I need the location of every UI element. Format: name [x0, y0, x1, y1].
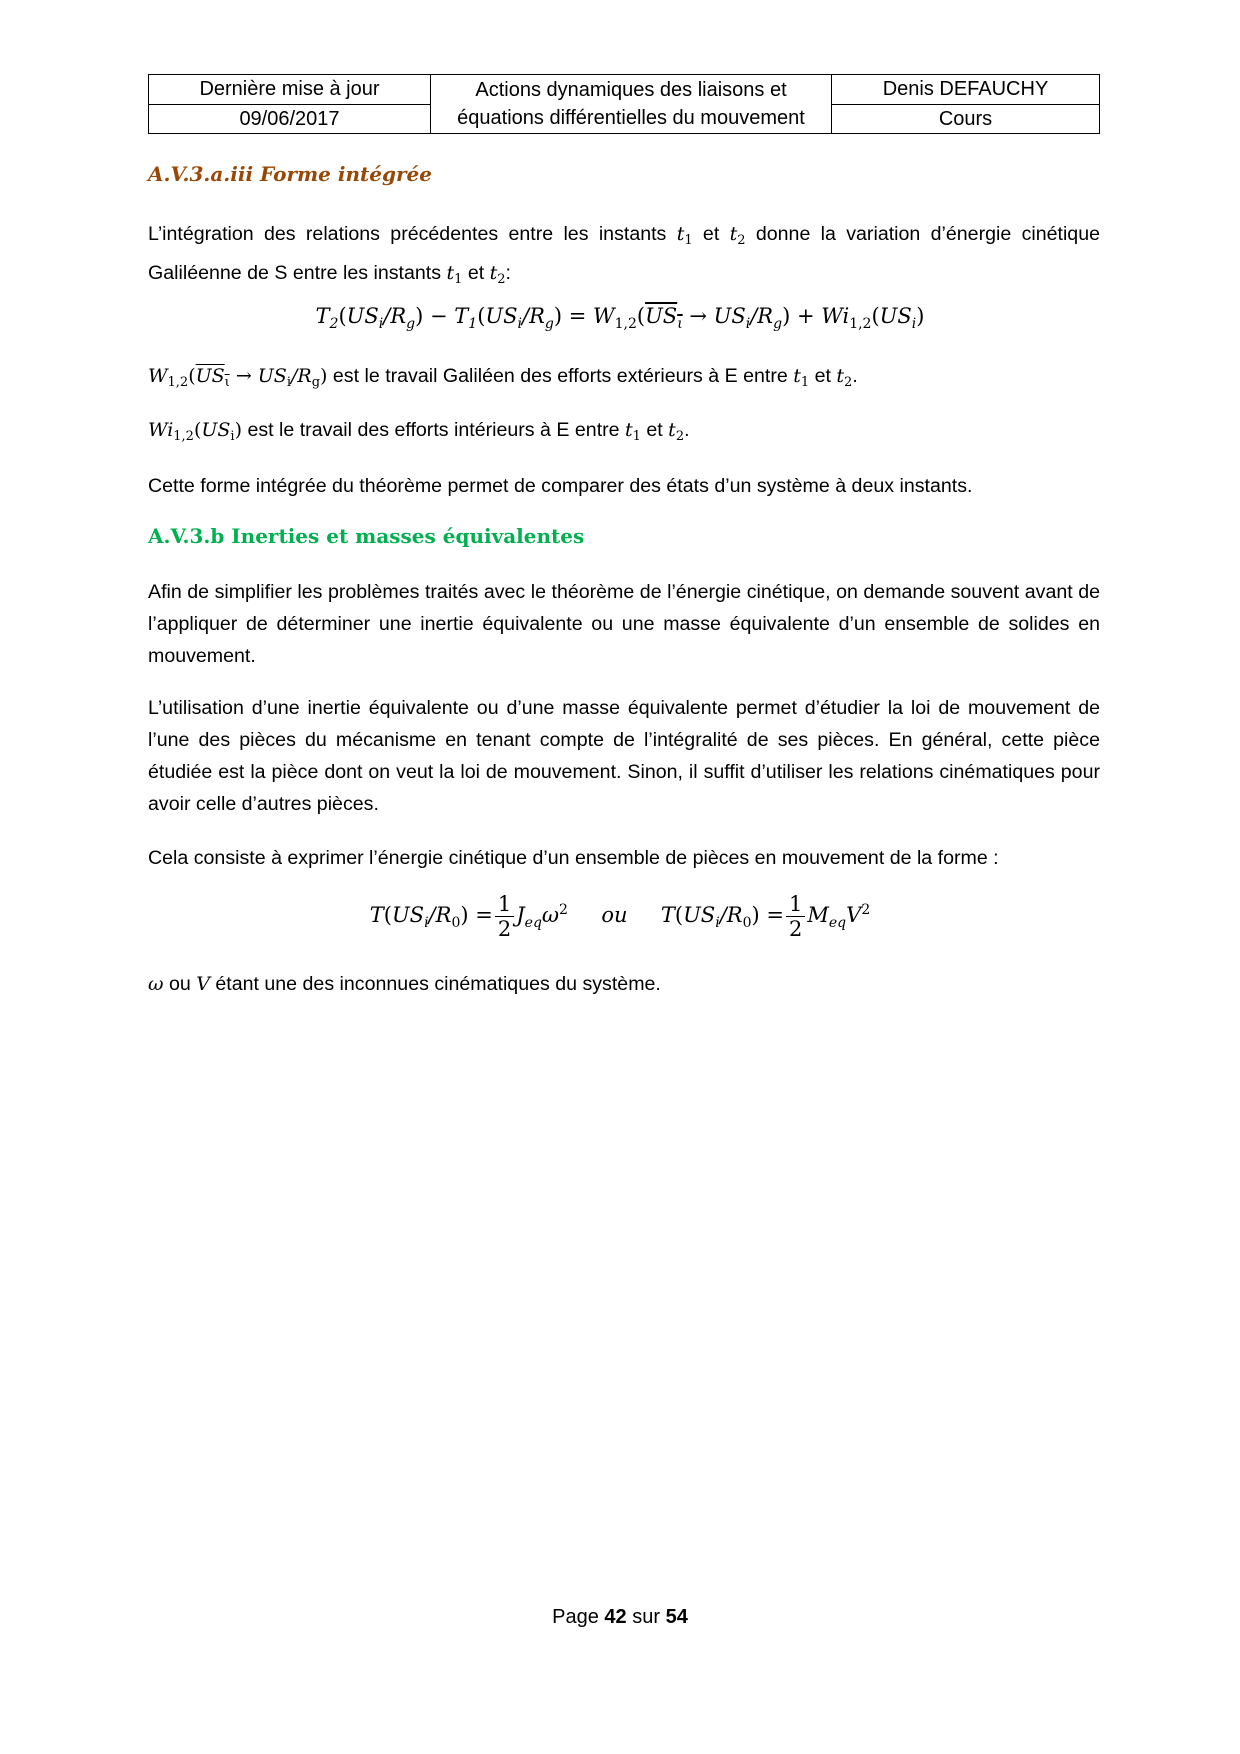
equivalent-energy-equation: $T(US_i/R_0)$ = $\frac{1}{2}$ $J_{eq}\omega^2$ ou $T(US_i/R_0)$ = $\frac{1}{2}$ $M_{eq}V^2$ — [369, 892, 871, 941]
unknowns-text: étant une des inconnues cinématiques du système. — [209, 973, 661, 995]
math-wi12: $Wi_{1,2}(US_i)$ — [148, 419, 243, 444]
math-t1: $t_1$ — [625, 419, 641, 444]
math-t1: $t_1$ — [676, 223, 693, 248]
and-word: et — [640, 419, 669, 441]
title-line-2: équations différentielles du mouvement — [457, 107, 805, 129]
conclusion-paragraph: Cette forme intégrée du théorème permet de comparer des états d’un système à deux instants. — [148, 475, 973, 497]
w12-text: est le travail Galiléen des efforts extérieurs à E entre — [327, 365, 794, 387]
wi12-definition — [148, 414, 1100, 453]
paragraph-simplify: Afin de simplifier les problèmes traités avec le théorème de l’énergie cinétique, on demande souvent avant de l’appliquer de déterminer une inertie équivalente ou une masse équivalente d’un ensemble de solides en mouvement. — [148, 581, 1100, 667]
intro-text-1: L’intégration des relations précédentes entre les instants — [148, 223, 677, 245]
intro-and: et — [462, 262, 490, 284]
math-t2: $t_2$ — [668, 419, 685, 444]
page-number: 42 — [604, 1606, 627, 1628]
title-line-1: Actions dynamiques des liaisons et — [475, 79, 787, 101]
math-t1: $t_1$ — [793, 365, 810, 390]
page-total: 54 — [665, 1606, 688, 1628]
unknowns-sentence — [148, 968, 1100, 1000]
eq-or-word: ou — [601, 903, 628, 927]
or-word: ou — [163, 973, 197, 995]
header-table — [148, 74, 1100, 134]
wi12-text: est le travail des efforts intérieurs à E entre — [242, 419, 626, 441]
author: Denis DEFAUCHY — [832, 75, 1100, 105]
period: . — [684, 419, 690, 441]
of-label: sur — [626, 1606, 666, 1628]
section-heading-equivalent-inertias: A.V.3.b Inerties et masses équivalentes — [148, 524, 585, 548]
and-word: et — [809, 365, 837, 387]
page-footer — [0, 1606, 1240, 1629]
w12-definition — [148, 360, 1100, 399]
intro-paragraph — [148, 218, 1100, 296]
intro-and: et — [692, 223, 730, 245]
math-omega: ω — [148, 973, 164, 995]
math-t2: $t_2$ — [836, 365, 853, 390]
last-update-label: Dernière mise à jour — [149, 75, 431, 105]
intro-colon: : — [505, 262, 511, 284]
paragraph-expression: Cela consiste à exprimer l’énergie cinétique d’un ensemble de pièces en mouvement de la forme : — [148, 847, 999, 869]
intro-text-2: donne la variation d’énergie cinétique Galiléenne de S entre les instants — [148, 223, 1101, 284]
paragraph-usage: L’utilisation d’une inertie équivalente ou d’une masse équivalente permet d’étudier la loi de mouvement de l’une des pièces du mécanisme en tenant compte de l’intégralité de ses pièces. En général, cette pièce étudiée est la pièce dont on veut la loi de mouvement. Sinon, il suffit d’utiliser les relations cinématiques pour avoir celle d’autres pièces. — [148, 697, 1100, 815]
page-label: Page — [552, 1606, 605, 1628]
section-heading-integrated-form: A.V.3.a.iii Forme intégrée — [148, 162, 432, 186]
math-v: V — [196, 973, 210, 995]
document-title — [431, 75, 832, 134]
math-t1: $t_1$ — [446, 262, 463, 287]
period: . — [852, 365, 858, 387]
math-t2: $t_2$ — [729, 223, 746, 248]
doc-type: Cours — [832, 104, 1100, 134]
math-w12: $W_{1,2}(US_\iota \to US_i/R_g)$ — [148, 365, 328, 390]
math-t2: $t_2$ — [489, 262, 506, 287]
kinetic-energy-equation: $T_2(US_i/R_g) - T_1(US_i/R_g) = W_{1,2}(US_\iota \to US_i/R_g) + Wi_{1,2}(US_i)$ — [315, 304, 925, 332]
update-date: 09/06/2017 — [149, 104, 431, 134]
